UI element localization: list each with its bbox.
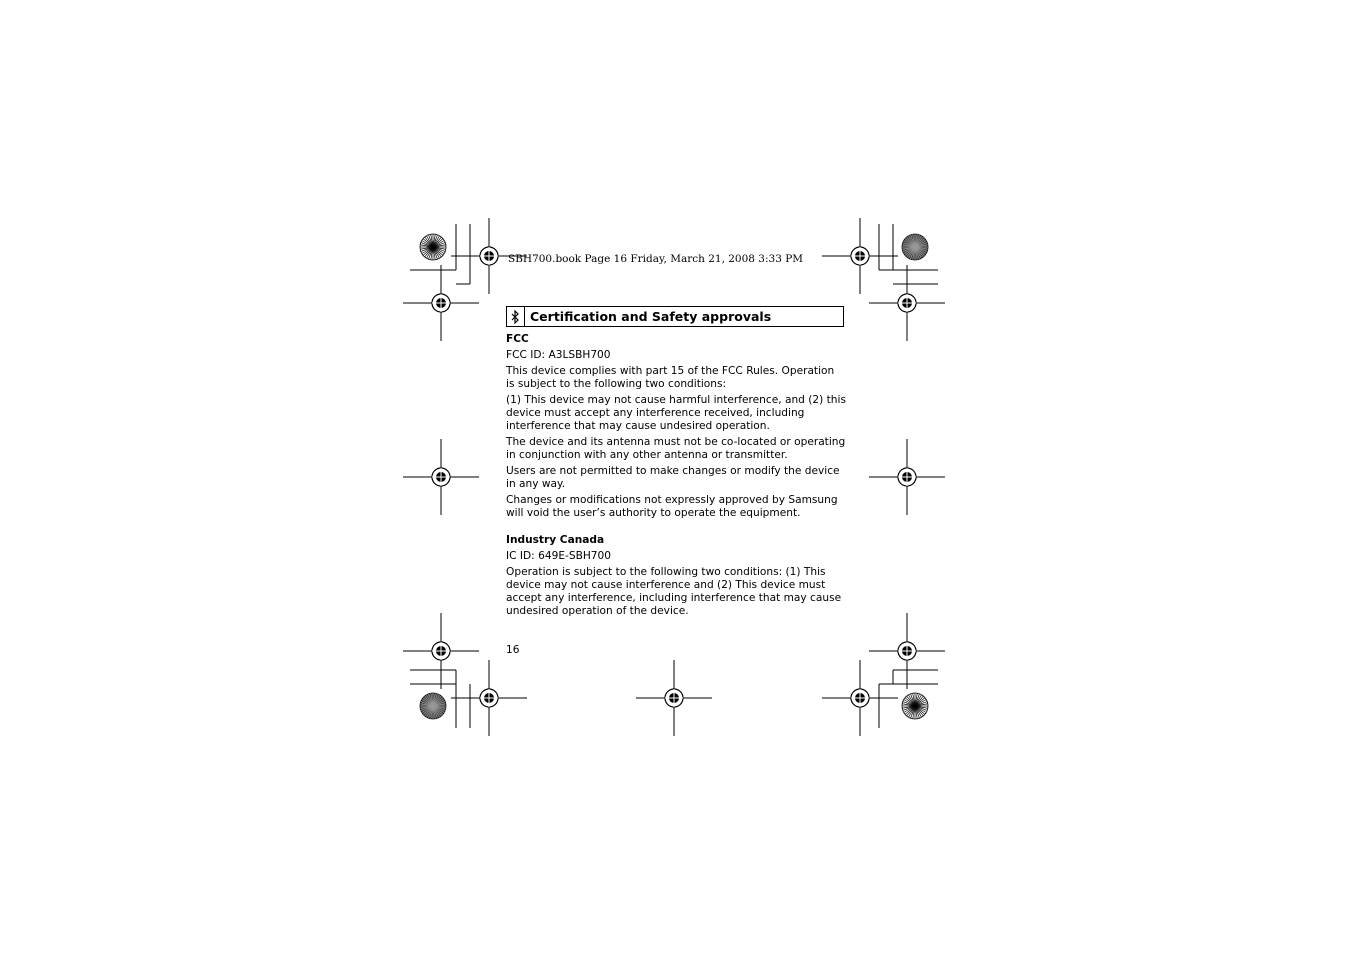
- registration-target: [822, 660, 898, 736]
- fcc-paragraph: (1) This device may not cause harmful interference, and (2) this device must accept any interference received, including interference that may cause undesired operation.: [506, 394, 846, 432]
- registration-target: [403, 439, 479, 515]
- fcc-heading: FCC: [506, 333, 529, 345]
- bluetooth-icon: [507, 307, 525, 326]
- star-wheel-mark: [902, 693, 928, 719]
- section-title-box: [506, 306, 844, 327]
- fcc-id: FCC ID: A3LSBH700: [506, 349, 611, 361]
- document-body: [506, 333, 846, 621]
- registration-target: [636, 660, 712, 736]
- page-number: 16: [506, 644, 520, 656]
- registration-target: [451, 660, 527, 736]
- registration-target: [822, 218, 898, 294]
- star-wheel-mark: [420, 693, 446, 719]
- industry-canada-heading: Industry Canada: [506, 534, 605, 546]
- industry-canada-id: IC ID: 649E-SBH700: [506, 550, 612, 562]
- registration-target: [869, 439, 945, 515]
- registration-target: [403, 265, 479, 341]
- fcc-paragraph: Users are not permitted to make changes or modify the device in any way.: [506, 465, 840, 490]
- registration-target: [869, 265, 945, 341]
- registration-target: [869, 613, 945, 689]
- section-title: Certification and Safety approvals: [530, 309, 772, 324]
- fcc-paragraph: This device complies with part 15 of the FCC Rules. Operation is subject to the following two conditions:: [506, 365, 835, 390]
- registration-target: [403, 613, 479, 689]
- star-wheel-mark: [902, 234, 928, 260]
- fcc-paragraph: Changes or modifications not expressly approved by Samsung will void the user’s authority to operate the equipment.: [506, 494, 838, 519]
- industry-canada-paragraph: Operation is subject to the following two conditions: (1) This device may not cause interference and (2) This device must accept any interference, including interference that may cause undesired operation of the device.: [506, 566, 842, 617]
- book-header-line: SBH700.book Page 16 Friday, March 21, 2008 3:33 PM: [508, 253, 804, 265]
- star-wheel-mark: [420, 234, 446, 260]
- fcc-paragraph: The device and its antenna must not be co-located or operating in conjunction with any other antenna or transmitter.: [506, 436, 846, 461]
